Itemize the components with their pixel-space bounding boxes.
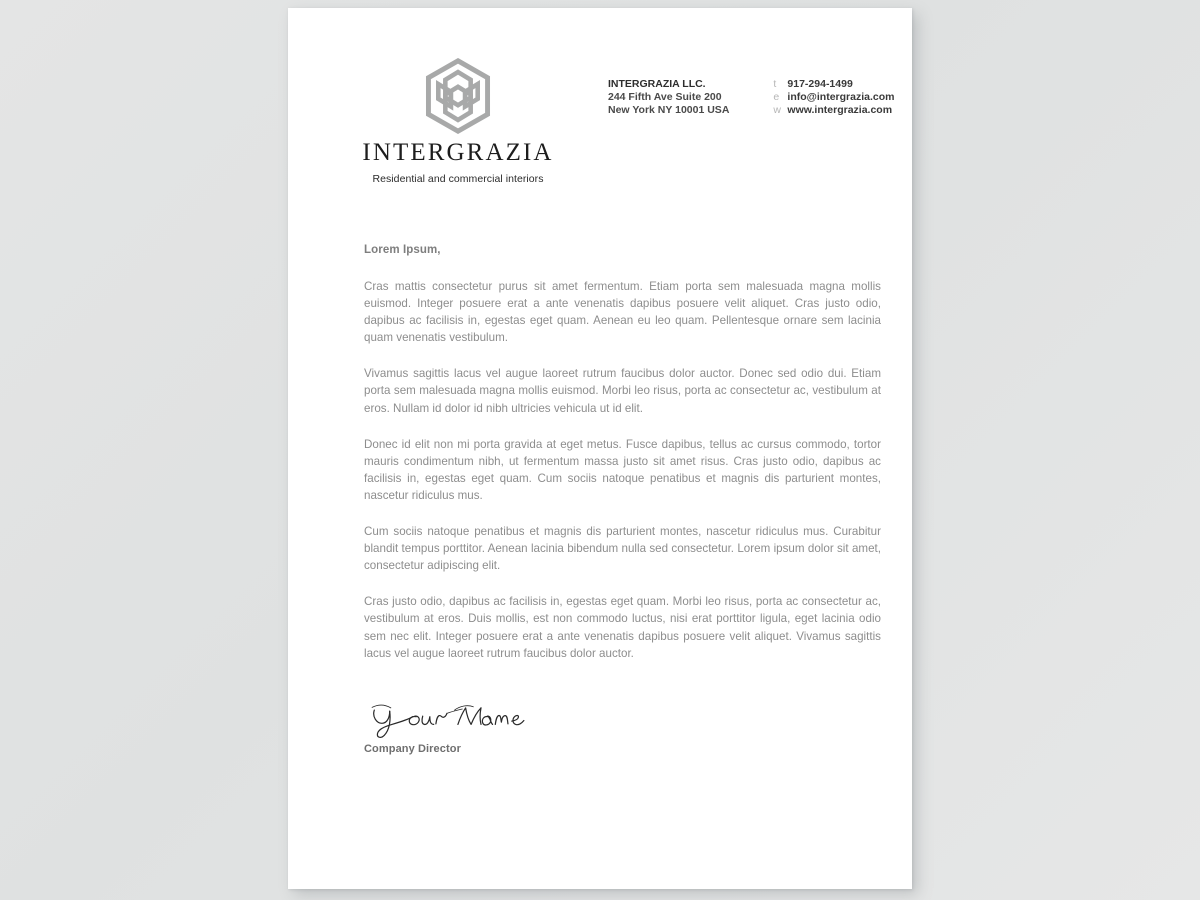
address-company: INTERGRAZIA LLC. bbox=[608, 78, 706, 90]
salutation: Lorem Ipsum, bbox=[364, 244, 441, 256]
contact-website-row bbox=[773, 104, 894, 117]
letterhead-header bbox=[288, 8, 912, 188]
company-tagline: Residential and commercial interiors bbox=[372, 173, 544, 186]
body-paragraph: Donec id elit non mi porta gravida at eget metus. Fusce dapibus, tellus ac cursus commodo, tortor mauris condimentum nibh, ut fermentum massa justo sit amet risus. Cras justo odio, dapibus ac facilisis in, egestas eget quam. Cum sociis natoque penatibus et magnis dis parturient montes, nascetur ridiculus mus. bbox=[364, 437, 881, 502]
body-paragraph: Cras justo odio, dapibus ac facilisis in, egestas eget quam. Morbi leo risus, porta ac consectetur ac, vestibulum at eros. Duis mollis, est non commodo luctus, nisi erat porttitor ligula, eget lacinia odio sem nec elit. Integer posuere erat a ante venenatis dapibus posuere velit aliquet. Vivamus sagittis lacus vel augue laoreet rutrum faucibus dolor auctor. bbox=[364, 595, 881, 660]
contact-phone-row bbox=[773, 78, 894, 91]
website-value[interactable]: www.intergrazia.com bbox=[787, 104, 893, 117]
letter-body bbox=[364, 244, 881, 662]
address-street: 244 Fifth Ave Suite 200 bbox=[608, 91, 722, 104]
contact-email-row bbox=[773, 91, 894, 104]
phone-icon: t bbox=[773, 78, 777, 90]
body-paragraph: Cum sociis natoque penatibus et magnis dis parturient montes, nascetur ridiculus mus. Curabitur blandit tempus porttitor. Aenean lacinia bibendum nulla sed consectetur. Lorem ipsum dolor sit amet, consectetur adipiscing elit. bbox=[364, 525, 881, 573]
signature-script bbox=[364, 698, 532, 742]
signature-title: Company Director bbox=[364, 743, 461, 755]
phone-value[interactable]: 917-294-1499 bbox=[787, 78, 853, 90]
hexagon-cube-lattice-icon bbox=[422, 58, 494, 134]
company-name: INTERGRAZIA bbox=[362, 139, 554, 166]
contact-block bbox=[608, 78, 895, 118]
brand-block bbox=[343, 58, 573, 185]
email-value[interactable]: info@intergrazia.com bbox=[787, 91, 895, 104]
email-icon: e bbox=[773, 91, 780, 104]
letter-page bbox=[288, 8, 912, 889]
contact-channels-column bbox=[773, 78, 894, 118]
body-paragraph: Cras mattis consectetur purus sit amet fermentum. Etiam porta sem malesuada magna mollis euismod. Integer posuere erat a ante venenatis dapibus posuere velit aliquet. Cras justo odio, dapibus ac facilisis in, egestas eget quam. Aenean eu leo quam. Pellentesque ornare sem lacinia quam venenatis vestibulum. bbox=[364, 280, 881, 345]
body-paragraph: Vivamus sagittis lacus vel augue laoreet rutrum faucibus dolor auctor. Donec sed odio dui. Etiam porta sem malesuada magna mollis euismod. Morbi leo risus, porta ac consectetur ac, vestibulum at eros. Nullam id dolor id nibh ultricies vehicula ut id elit. bbox=[364, 367, 881, 415]
address-city: New York NY 10001 USA bbox=[608, 104, 730, 117]
website-icon: w bbox=[773, 104, 781, 117]
signature-block bbox=[364, 698, 764, 755]
address-column bbox=[608, 78, 729, 118]
